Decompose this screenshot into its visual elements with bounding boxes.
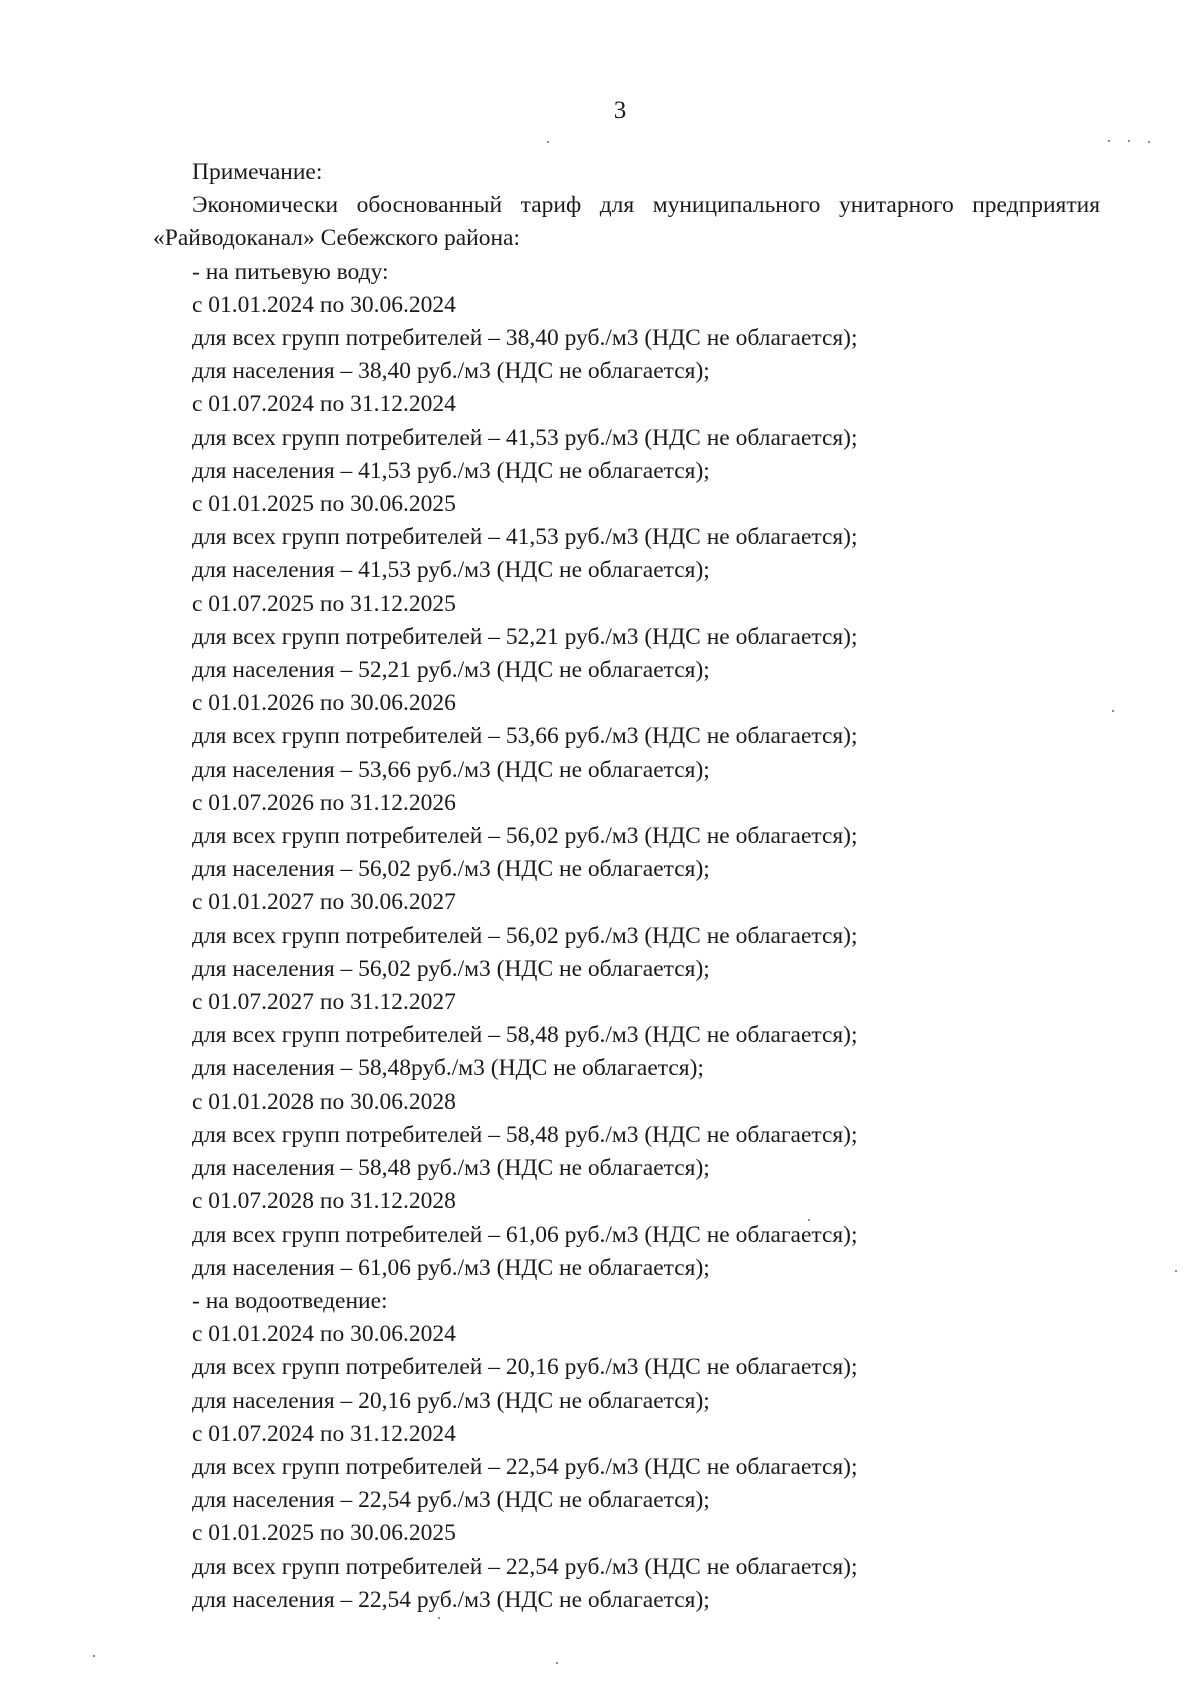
tariff-all-consumers: для всех групп потребителей – 58,48 руб./м3 (НДС не облагается); — [192, 1121, 858, 1148]
tariff-all-consumers: для всех групп потребителей – 41,53 руб./м3 (НДС не облагается); — [192, 524, 858, 551]
tariff-period: с 01.07.2026 по 31.12.2026 — [192, 789, 456, 816]
tariff-population: для населения – 38,40 руб./м3 (НДС не облагается); — [192, 358, 710, 385]
scan-speck — [93, 1655, 95, 1657]
scan-speck — [1128, 140, 1130, 142]
sewage-tariff-list — [153, 1318, 1100, 1617]
scan-speck — [556, 1662, 558, 1664]
tariff-period: с 01.01.2024 по 30.06.2024 — [192, 291, 456, 318]
tariff-all-consumers: для всех групп потребителей – 41,53 руб./м3 (НДС не облагается); — [192, 424, 858, 451]
tariff-all-consumers: для всех групп потребителей – 56,02 руб./м3 (НДС не облагается); — [192, 823, 858, 850]
tariff-population: для населения – 56,02 руб./м3 (НДС не облагается); — [192, 856, 710, 883]
water-tariff-list — [153, 289, 1100, 1285]
tariff-all-consumers: для всех групп потребителей – 56,02 руб./м3 (НДС не облагается); — [192, 922, 858, 949]
tariff-period: с 01.01.2026 по 30.06.2026 — [192, 690, 456, 717]
note-label: Примечание: — [192, 159, 323, 185]
tariff-population: для населения – 20,16 руб./м3 (НДС не облагается); — [192, 1387, 710, 1414]
tariff-all-consumers: для всех групп потребителей – 58,48 руб./м3 (НДС не облагается); — [192, 1022, 858, 1049]
tariff-population: для населения – 41,53 руб./м3 (НДС не облагается); — [192, 457, 710, 484]
tariff-all-consumers: для всех групп потребителей – 61,06 руб./м3 (НДС не облагается); — [192, 1221, 858, 1248]
tariff-all-consumers: для всех групп потребителей – 20,16 руб./м3 (НДС не облагается); — [192, 1354, 858, 1381]
tariff-all-consumers: для всех групп потребителей – 22,54 руб./м3 (НДС не облагается); — [192, 1453, 858, 1480]
scan-speck — [1175, 1270, 1177, 1272]
section-heading-water: - на питьевую воду: — [192, 258, 389, 285]
tariff-population: для населения – 22,54 руб./м3 (НДС не облагается); — [192, 1586, 710, 1613]
tariff-population: для населения – 53,66 руб./м3 (НДС не облагается); — [192, 756, 710, 783]
document-body — [153, 156, 1100, 1617]
tariff-population: для населения – 58,48 руб./м3 (НДС не облагается); — [192, 1155, 710, 1182]
scan-speck — [1112, 710, 1114, 712]
tariff-period: с 01.07.2025 по 31.12.2025 — [192, 590, 456, 617]
tariff-period: с 01.01.2025 по 30.06.2025 — [192, 491, 456, 518]
tariff-population: для населения – 61,06 руб./м3 (НДС не облагается); — [192, 1254, 710, 1281]
tariff-period: с 01.07.2024 по 31.12.2024 — [192, 1420, 456, 1447]
tariff-population: для населения – 52,21 руб./м3 (НДС не облагается); — [192, 657, 710, 684]
scan-speck — [1108, 140, 1110, 142]
note-intro-line: Экономически обоснованный тариф для муниципального унитарного предприятия — [192, 192, 1100, 219]
section-heading-sewage: - на водоотведение: — [192, 1287, 388, 1314]
scan-speck — [1148, 141, 1150, 143]
page-number: 3 — [613, 97, 627, 124]
tariff-all-consumers: для всех групп потребителей – 53,66 руб./м3 (НДС не облагается); — [192, 723, 858, 750]
tariff-period: с 01.07.2027 по 31.12.2027 — [192, 989, 456, 1016]
tariff-period: с 01.01.2027 по 30.06.2027 — [192, 889, 456, 916]
tariff-population: для населения – 58,48руб./м3 (НДС не облагается); — [192, 1055, 704, 1082]
tariff-all-consumers: для всех групп потребителей – 38,40 руб./м3 (НДС не облагается); — [192, 325, 858, 352]
tariff-population: для населения – 41,53 руб./м3 (НДС не облагается); — [192, 557, 710, 584]
tariff-population: для населения – 22,54 руб./м3 (НДС не облагается); — [192, 1487, 710, 1514]
tariff-period: с 01.07.2028 по 31.12.2028 — [192, 1188, 456, 1215]
scan-speck — [808, 1219, 810, 1221]
tariff-all-consumers: для всех групп потребителей – 22,54 руб./м3 (НДС не облагается); — [192, 1553, 858, 1580]
scan-speck — [438, 1617, 440, 1619]
scan-speck — [547, 141, 549, 143]
tariff-population: для населения – 56,02 руб./м3 (НДС не облагается); — [192, 955, 710, 982]
note-intro-line: «Райводоканал» Себежского района: — [153, 225, 521, 252]
tariff-all-consumers: для всех групп потребителей – 52,21 руб./м3 (НДС не облагается); — [192, 623, 858, 650]
tariff-period: с 01.07.2024 по 31.12.2024 — [192, 391, 456, 418]
tariff-period: с 01.01.2028 по 30.06.2028 — [192, 1088, 456, 1115]
tariff-period: с 01.01.2024 по 30.06.2024 — [192, 1321, 456, 1348]
tariff-period: с 01.01.2025 по 30.06.2025 — [192, 1520, 456, 1547]
